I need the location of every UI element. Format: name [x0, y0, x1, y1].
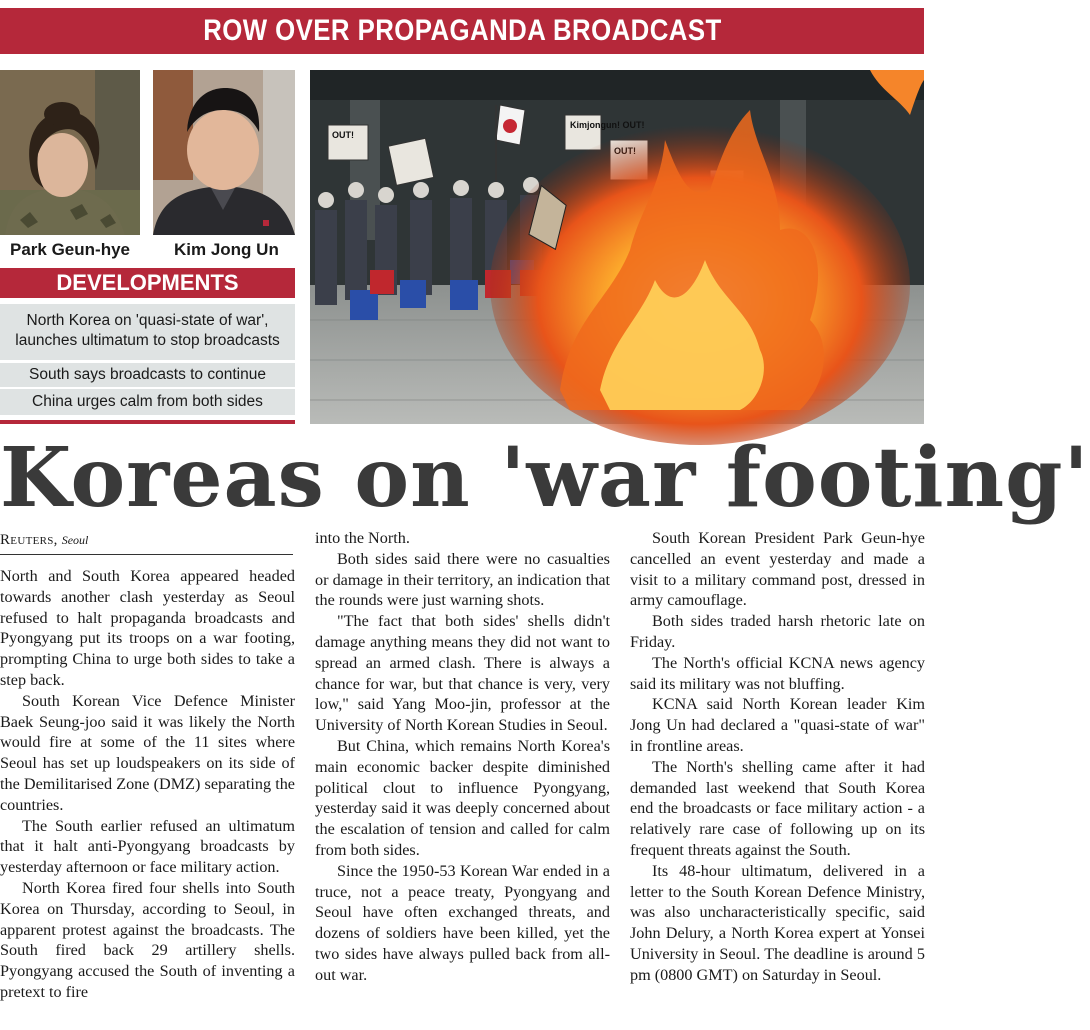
- portrait-kim-illustration: [153, 70, 295, 235]
- section-banner-text: ROW OVER PROPAGANDA BROADCAST: [202, 14, 722, 47]
- headline: Koreas on 'war footing': [0, 430, 1090, 526]
- article-paragraph: The North's official KCNA news agency said its military was not bluffing.: [630, 653, 925, 693]
- article-column-2: [315, 528, 610, 986]
- portrait-caption-park: Park Geun-hye: [10, 240, 130, 259]
- article-paragraph: "The fact that both sides' shells didn't damage anything means they did not want to spread an armed clash. There is always a chance for war, but that chance is very, very low," said Yang Moo-jin, professor at the University of North Korean Studies in Seoul.: [315, 612, 610, 735]
- protest-photo: [310, 70, 924, 424]
- protest-sign-text: Kimjongun! OUT!: [570, 120, 645, 130]
- article-paragraph: The North's shelling came after it had demanded last weekend that South Korea end the broadcasts or face military action - a relatively rare case of following up on its frequent threats against the South.: [630, 757, 925, 859]
- portrait-park-geun-hye: [0, 70, 140, 235]
- protest-sign-text: OUT!: [332, 130, 354, 140]
- article-paragraph: Both sides traded harsh rhetoric late on Friday.: [630, 612, 925, 651]
- section-banner: [0, 8, 924, 54]
- article-paragraph: Both sides said there were no casualties or damage in their territory, an indication that the rounds were just warning shots.: [315, 549, 610, 610]
- portrait-kim-jong-un: [153, 70, 295, 235]
- article-paragraph: KCNA said North Korean leader Kim Jong Un had declared a "quasi-state of war" in frontline areas.: [630, 695, 925, 755]
- article-paragraph: South Korean Vice Defence Minister Baek Seung-joo said it was likely the North would fire at some of the 11 sites where Seoul has set up loudspeakers on its side of the Demilitarised Zone (DMZ) separating the countries.: [0, 691, 295, 814]
- protest-photo-illustration: [310, 70, 924, 424]
- developments-heading: DEVELOPMENTS: [0, 268, 295, 298]
- byline: [0, 532, 293, 555]
- byline-place: Seoul: [61, 533, 89, 547]
- article-paragraph: South Korean President Park Geun-hye cancelled an event yesterday and made a visit to a military command post, dressed in army camouflage.: [630, 529, 925, 610]
- article-paragraph: Its 48-hour ultimatum, delivered in a letter to the South Korean Defence Ministry, was also uncharacteristically specific, said John Delury, a North Korea expert at Yonsei University in Seoul. The deadline is around 5 pm (0800 GMT) on Saturday in Seoul.: [630, 861, 925, 984]
- portrait-caption-kim: Kim Jong Un: [174, 240, 279, 259]
- development-item: China urges calm from both sides: [0, 389, 295, 415]
- byline-agency: Reuters,: [0, 532, 58, 548]
- article-paragraph: into the North.: [315, 529, 410, 547]
- article-paragraph: North Korea fired four shells into South Korea on Thursday, according to Seoul, in apparent protest against the broadcasts. The South fired back 29 artillery shells. Pyongyang accused the South of inventing a pretext to fire: [0, 878, 295, 1001]
- article-column-3: [630, 528, 925, 986]
- article-column-1: [0, 566, 295, 1003]
- article-paragraph: The South earlier refused an ultimatum that it halt anti-Pyongyang broadcasts by yesterday afternoon or face military action.: [0, 816, 295, 877]
- article-paragraph: Since the 1950-53 Korean War ended in a truce, not a peace treaty, Pyongyang and Seoul have often exchanged threats, and dozens of soldiers have been killed, yet the two sides have always pulled back from all-out war.: [315, 861, 610, 984]
- article-paragraph: But China, which remains North Korea's main economic backer despite diminished political clout to influence Pyongyang, yesterday said it was deeply concerned about the escalation of tension and called for calm from both sides.: [315, 736, 610, 859]
- development-item: North Korea on 'quasi-state of war', launches ultimatum to stop broadcasts: [0, 304, 295, 360]
- developments-bottom-rule: [0, 420, 295, 424]
- portrait-park-illustration: [0, 70, 140, 235]
- article-paragraph: North and South Korea appeared headed towards another clash yesterday as Seoul refused to halt propaganda broadcasts and Pyongyang put its troops on a war footing, prompting China to urge both sides to take a step back.: [0, 567, 295, 689]
- development-item: South says broadcasts to continue: [0, 363, 295, 387]
